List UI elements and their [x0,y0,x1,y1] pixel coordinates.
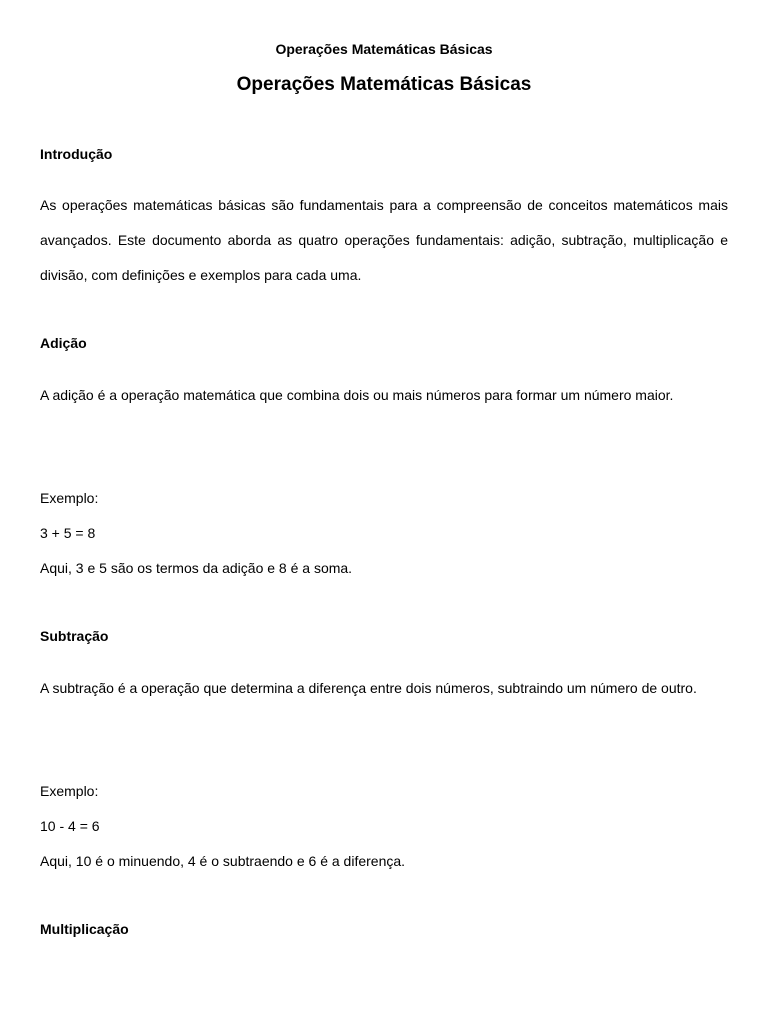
example-label-adicao: Exemplo: [40,490,99,506]
section-heading-subtracao: Subtração [40,628,109,644]
example-explanation-adicao: Aqui, 3 e 5 são os termos da adição e 8 é a soma. [40,560,353,576]
running-header: Operações Matemáticas Básicas [275,41,493,57]
section-heading-adicao: Adição [40,335,87,351]
section-body-introducao: As operações matemáticas básicas são fundamentais para a compreensão de conceitos matemáticos mais avançados. Este documento aborda as quatro operações fundamentais: adição, subtração, multiplicação e divisão, com definições e exemplos para cada uma. [40,197,728,283]
section-body-adicao: A adição é a operação matemática que combina dois ou mais números para formar um número maior. [40,387,674,403]
example-explanation-subtracao: Aqui, 10 é o minuendo, 4 é o subtraendo e 6 é a diferença. [40,853,406,869]
section-body-subtracao: A subtração é a operação que determina a diferença entre dois números, subtraindo um número de outro. [40,680,697,696]
section-heading-multiplicacao: Multiplicação [40,921,129,937]
example-label-subtracao: Exemplo: [40,783,99,799]
section-heading-introducao: Introdução [40,146,113,162]
document-title: Operações Matemáticas Básicas [236,74,532,95]
example-expression-subtracao: 10 - 4 = 6 [40,818,100,834]
example-expression-adicao: 3 + 5 = 8 [40,525,96,541]
